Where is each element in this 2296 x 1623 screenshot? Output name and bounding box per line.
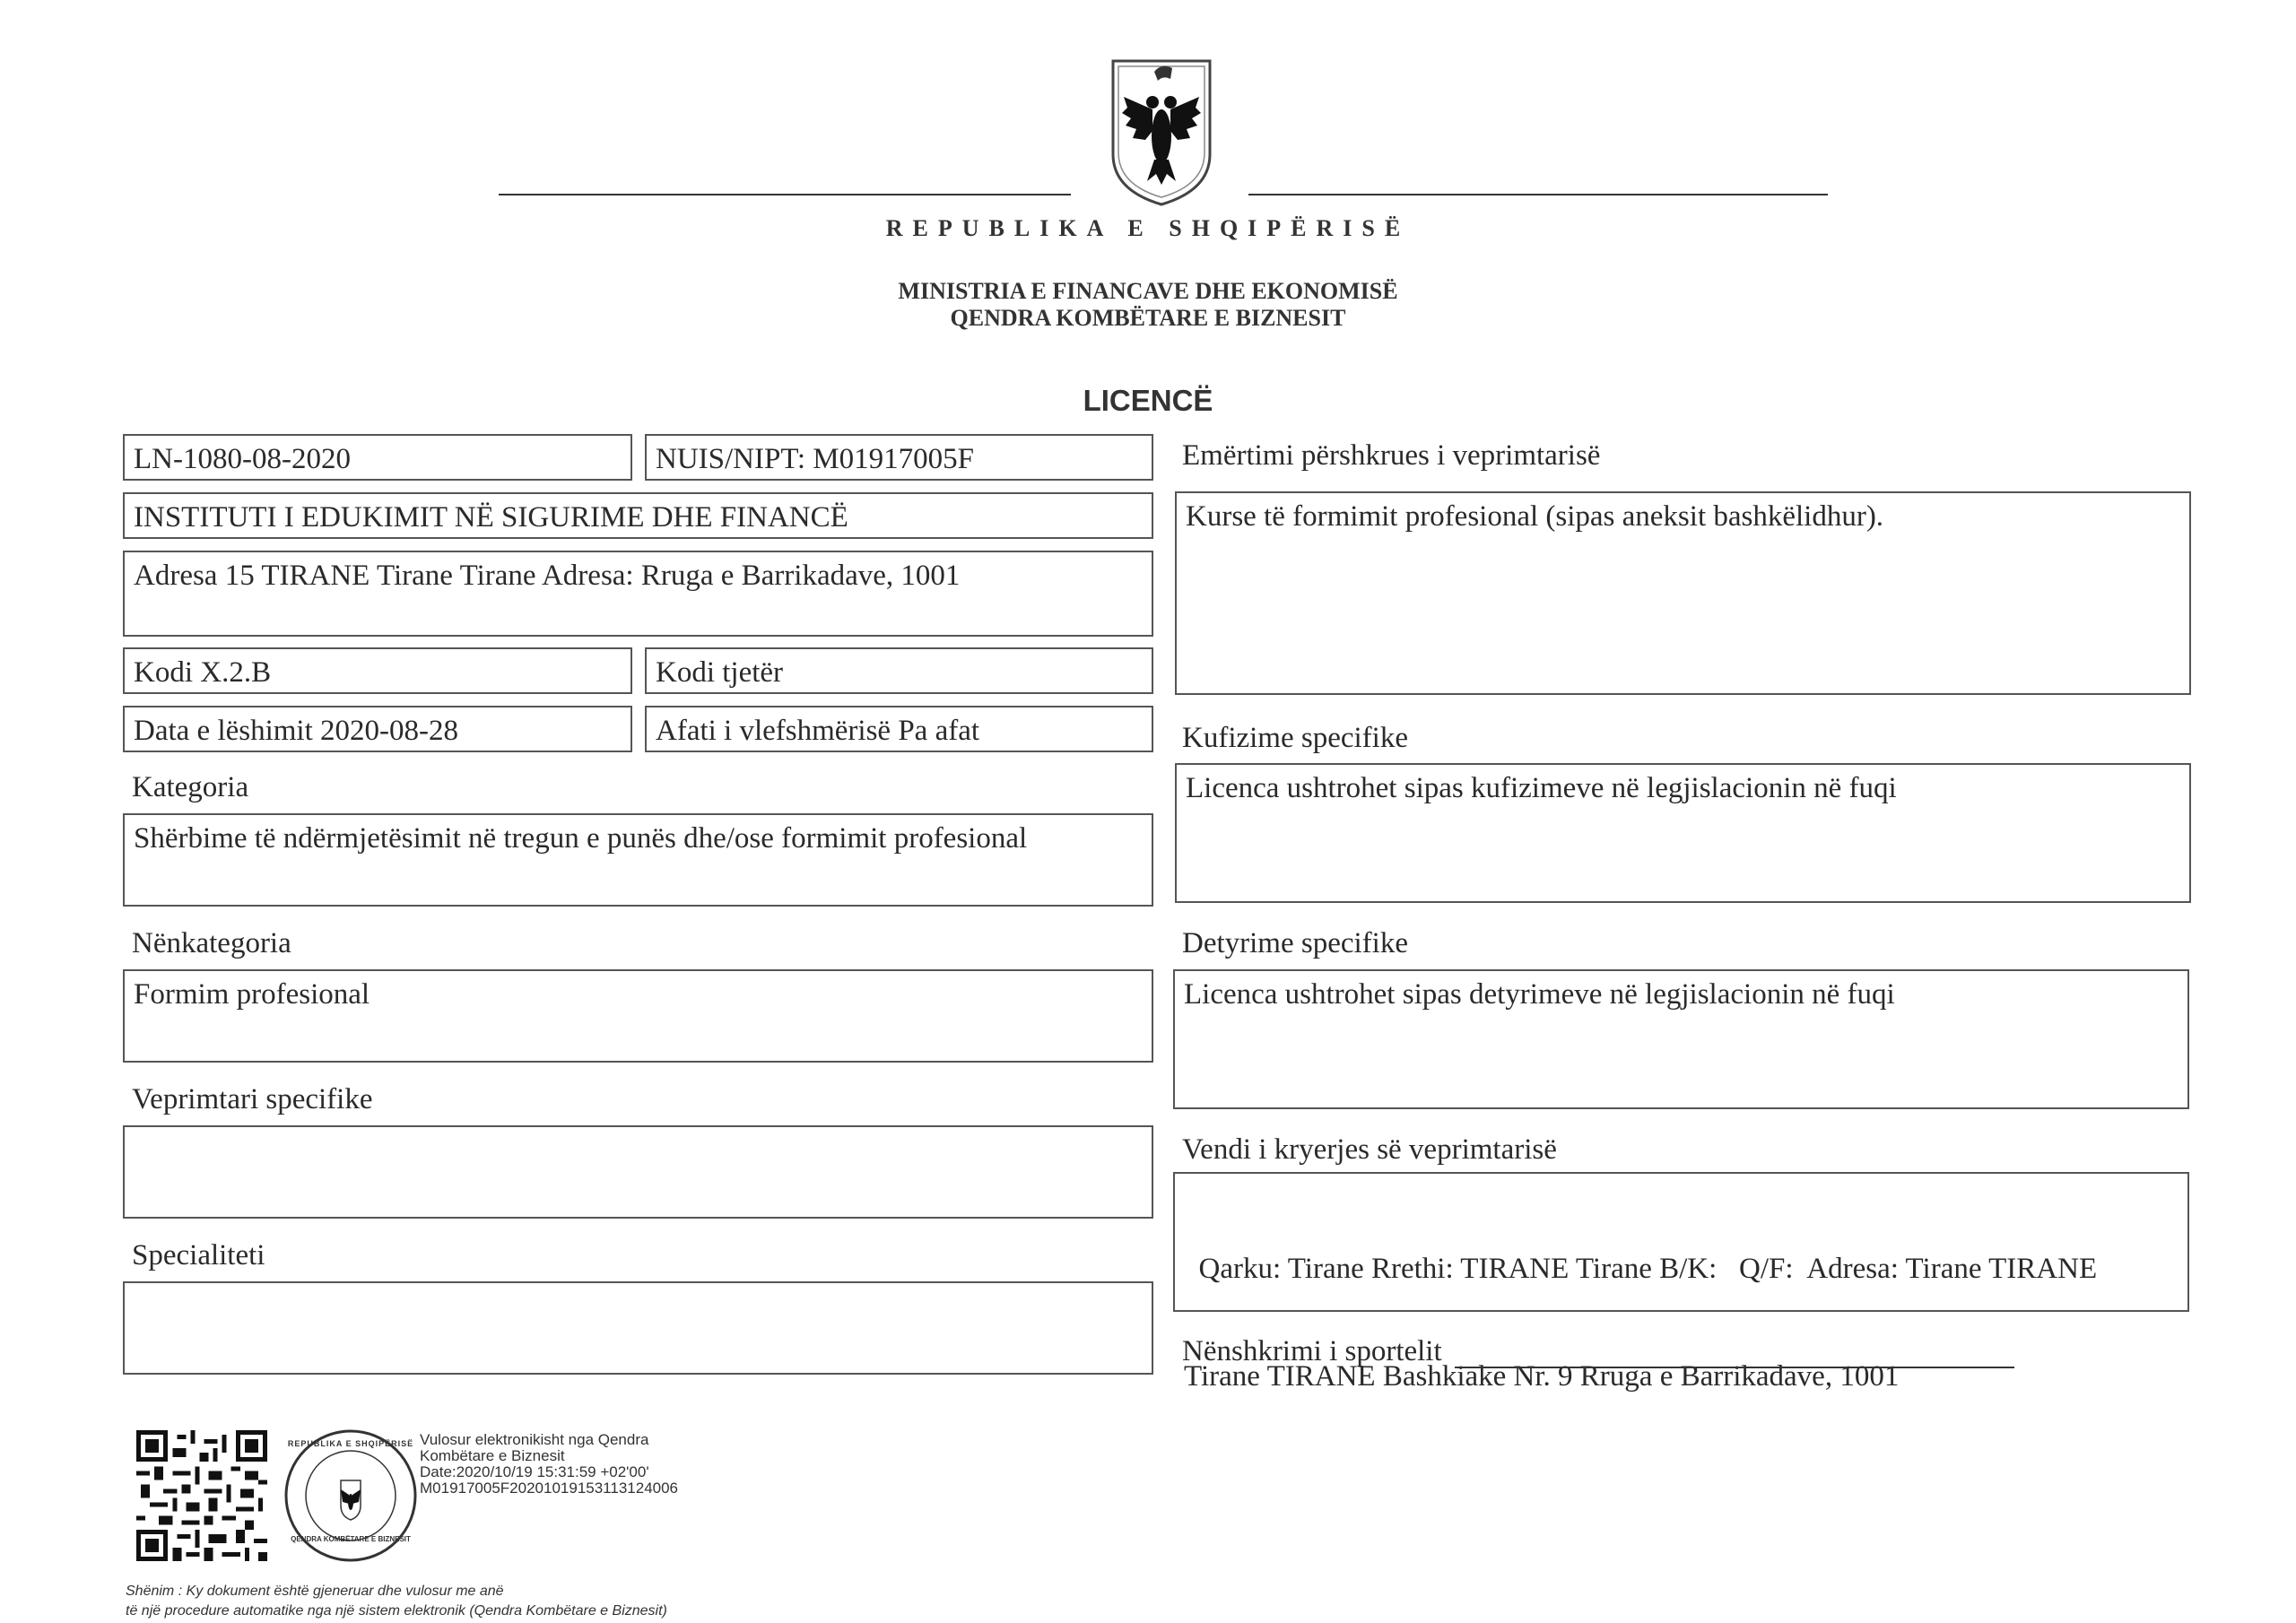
signature-line (1455, 1367, 2014, 1368)
subcategory-value: Formim profesional (123, 969, 1153, 1063)
electronic-seal-info (420, 1432, 678, 1497)
agency-name: QENDRA KOMBËTARE E BIZNESIT (950, 305, 1346, 331)
category-label: Kategoria (132, 771, 249, 803)
location-label: Vendi i kryerjes së veprimtarisë (1182, 1133, 1557, 1166)
seal-line-3: Date:2020/10/19 15:31:59 +02'00' (420, 1463, 649, 1480)
restrictions-label: Kufizime specifike (1182, 722, 1408, 754)
obligations-value: Licenca ushtrohet sipas detyrimeve në legjislacionin në fuqi (1173, 969, 2189, 1109)
entity-address: Adresa 15 TIRANE Tirane Tirane Adresa: Rruga e Barrikadave, 1001 (123, 551, 1153, 637)
activity-code: Kodi X.2.B (123, 647, 632, 694)
nuis-number: NUIS/NIPT: M01917005F (645, 434, 1153, 481)
specific-activity-label: Veprimtari specifike (132, 1083, 373, 1115)
document-title: LICENCË (1083, 384, 1213, 417)
header-rule-right (1248, 194, 1828, 195)
activity-description-value: Kurse të formimit profesional (sipas aneksit bashkëlidhur). (1175, 491, 2191, 695)
seal-line-2: Kombëtare e Biznesit (420, 1447, 565, 1464)
validity-period: Afati i vlefshmërisë Pa afat (645, 706, 1153, 752)
qr-code-icon (136, 1430, 267, 1561)
specific-activity-value (123, 1125, 1153, 1219)
header-rule-left (499, 194, 1071, 195)
category-value: Shërbime të ndërmjetësimit në tregun e punës dhe/ose formimit profesional (123, 813, 1153, 907)
location-line-1: Qarku: Tirane Rrethi: TIRANE Tirane B/K: Q/F: Adresa: Tirane TIRANE (1184, 1253, 2098, 1285)
entity-name: INSTITUTI I EDUKIMIT NË SIGURIME DHE FINANCË (123, 492, 1153, 539)
specialty-value (123, 1281, 1153, 1375)
other-code: Kodi tjetër (645, 647, 1153, 694)
specialty-label: Specialiteti (132, 1239, 265, 1271)
seal-line-1: Vulosur elektronikisht nga Qendra (420, 1431, 649, 1448)
stamp-text-bottom: QENDRA KOMBËTARE E BIZNESIT (291, 1535, 411, 1543)
license-number: LN-1080-08-2020 (123, 434, 632, 481)
country-name: REPUBLIKA E SHQIPËRISË (885, 215, 1411, 241)
coat-of-arms-icon (1108, 56, 1215, 208)
footer-note-line-2: të një procedure automatike nga një sistem elektronik (Qendra Kombëtare e Biznesit) (126, 1603, 667, 1619)
stamp-text-top: REPUBLIKA E SHQIPËRISË (287, 1439, 414, 1448)
seal-line-4: M01917005F20201019153113124006 (420, 1480, 679, 1497)
footer-note-line-1: Shënim : Ky dokument është gjeneruar dhe vulosur me anë (126, 1584, 504, 1599)
signature-label: Nënshkrimi i sportelit (1182, 1335, 1442, 1367)
ministry-name: MINISTRIA E FINANCAVE DHE EKONOMISË (898, 278, 1398, 304)
activity-description-label: Emërtimi përshkrues i veprimtarisë (1182, 439, 1601, 472)
obligations-label: Detyrime specifike (1182, 927, 1408, 959)
restrictions-value: Licenca ushtrohet sipas kufizimeve në legjislacionin në fuqi (1175, 763, 2191, 903)
footer-note (126, 1582, 667, 1621)
location-line-2: Tirane TIRANE Bashkiake Nr. 9 Rruga e Barrikadave, 1001 (1184, 1360, 1900, 1393)
issue-date: Data e lëshimit 2020-08-28 (123, 706, 632, 752)
subcategory-label: Nënkategoria (132, 927, 291, 959)
